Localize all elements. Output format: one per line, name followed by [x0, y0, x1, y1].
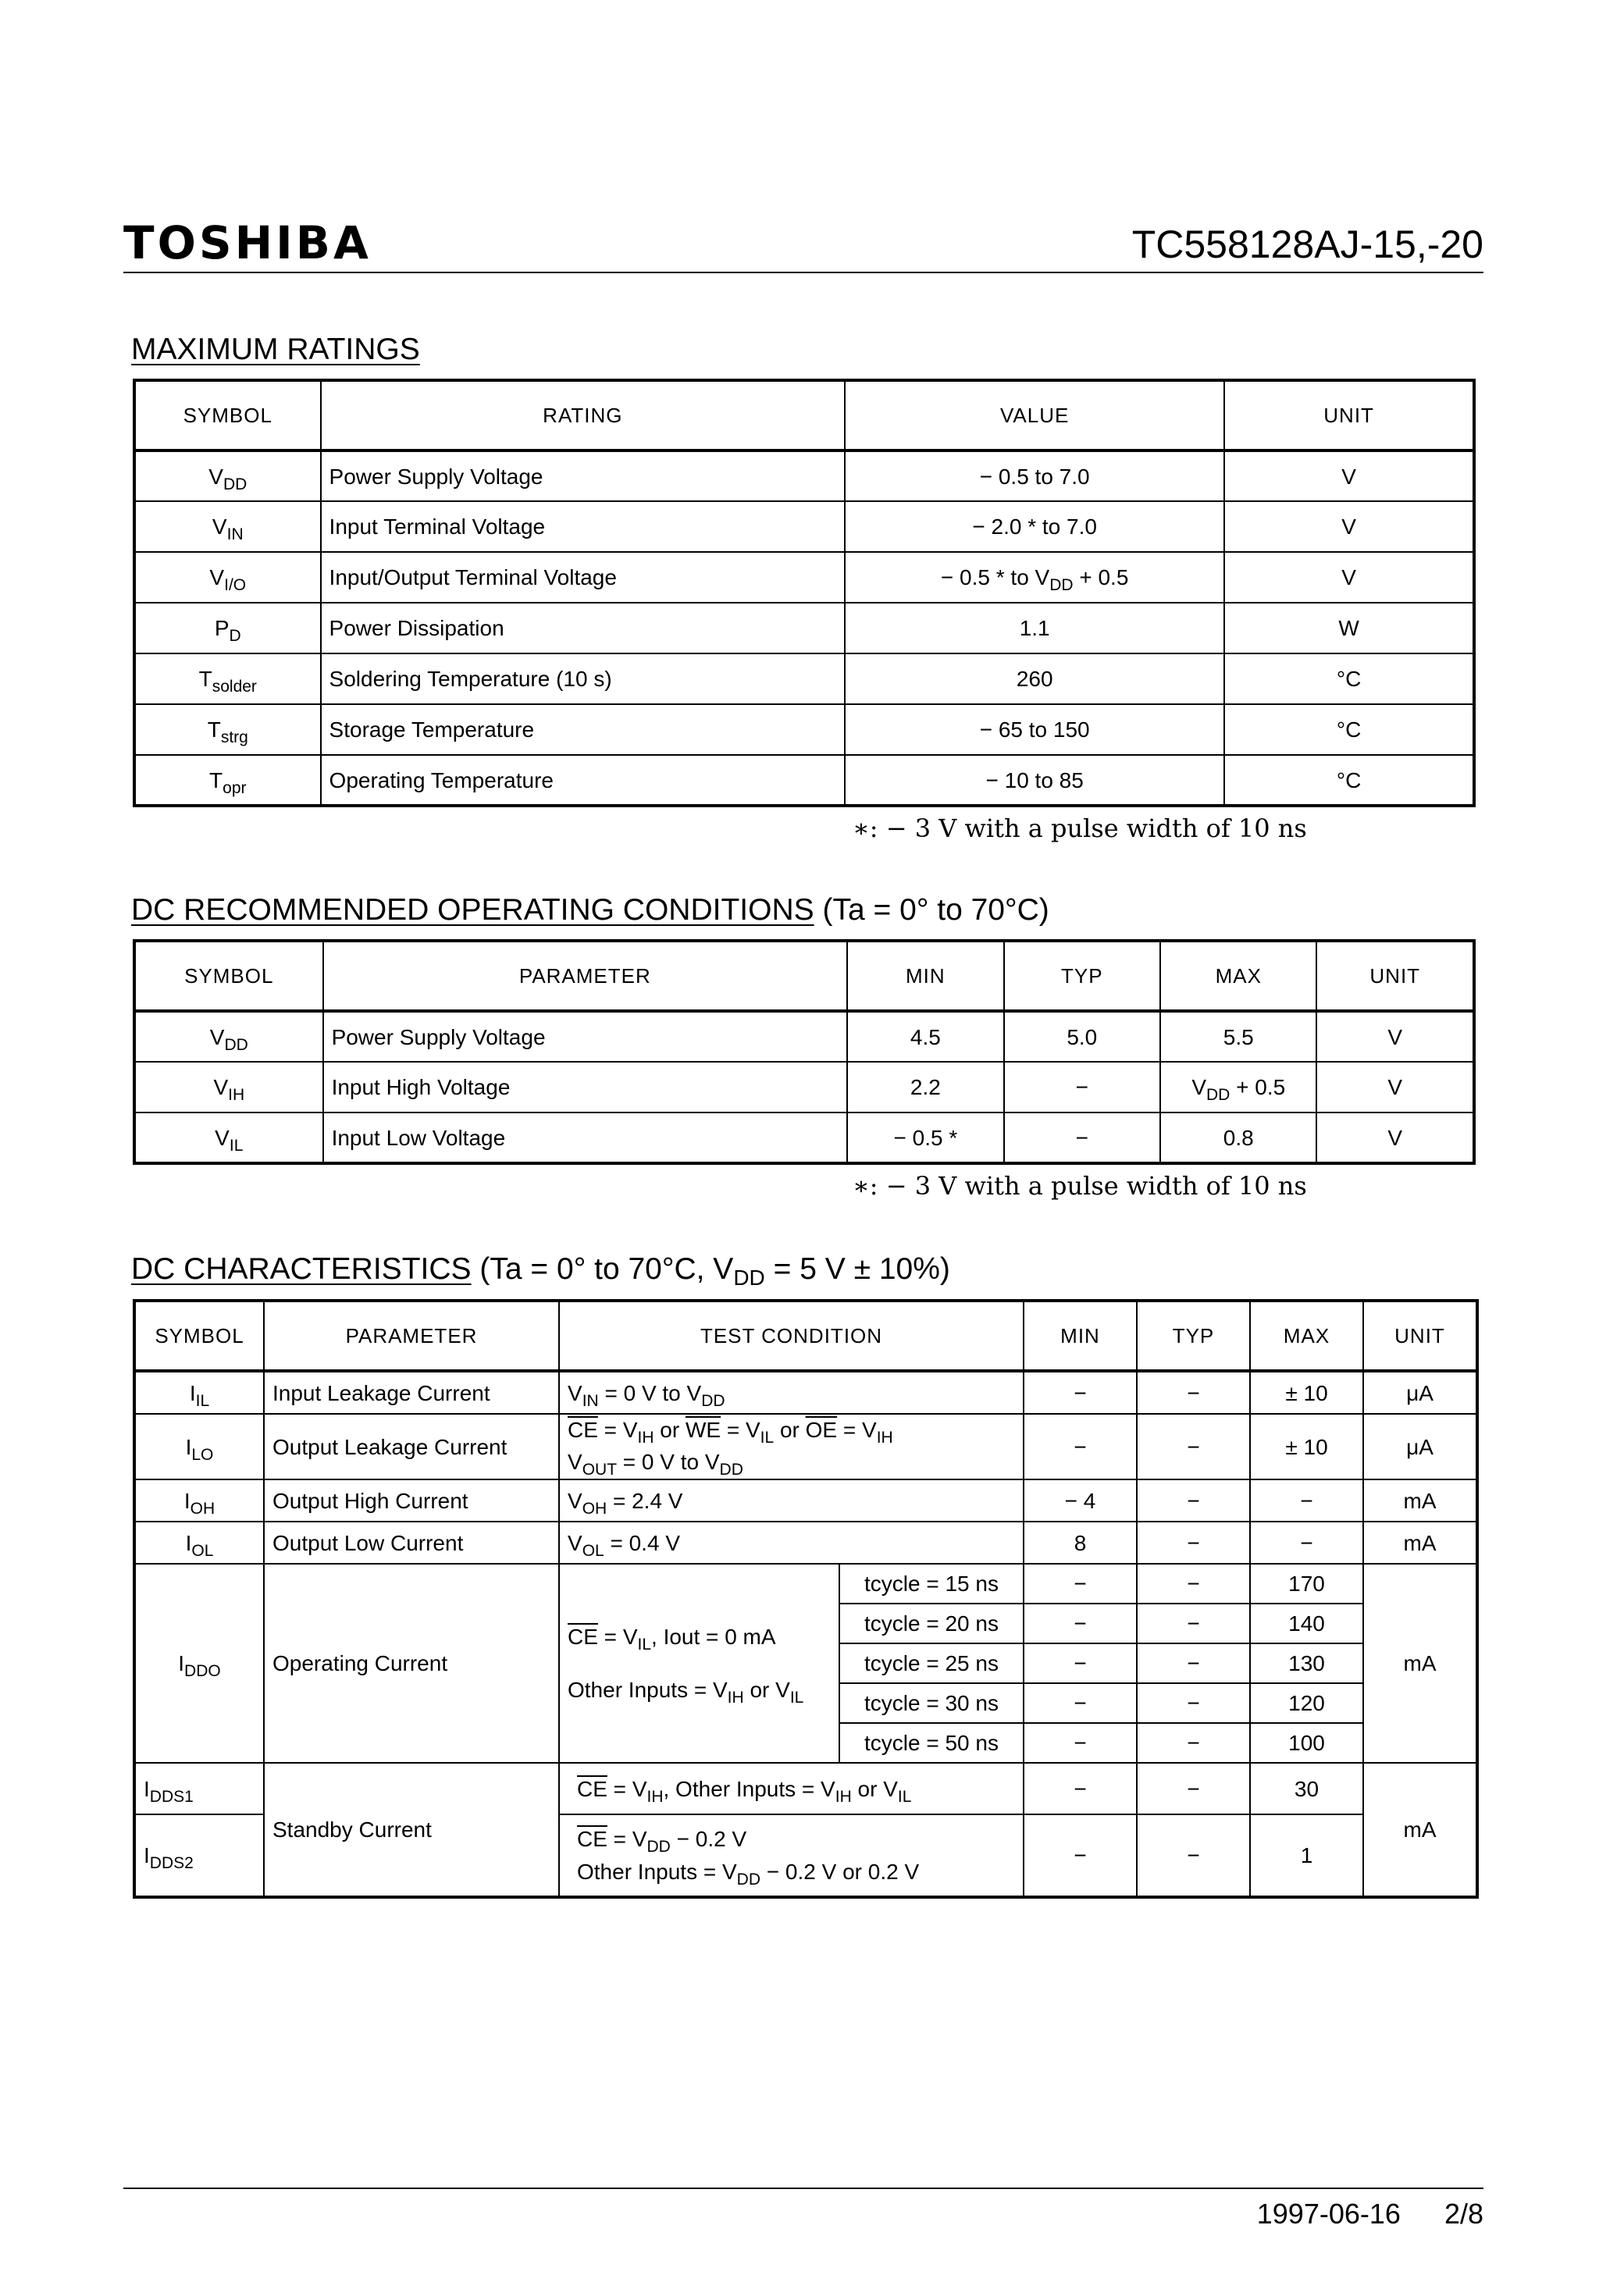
rating-cell: Input/Output Terminal Voltage: [321, 552, 846, 603]
table-header-row: [134, 941, 1474, 1011]
dc-rec-title: DC RECOMMENDED OPERATING CONDITIONS: [131, 893, 814, 927]
max-cell: 120: [1250, 1683, 1363, 1723]
symbol-cell: $V_{IL}$: [134, 1113, 323, 1163]
unit-cell: V: [1316, 1113, 1474, 1163]
col-header: RATING: [321, 380, 846, 450]
parameter-cell: Output High Current: [264, 1479, 559, 1522]
table-header-row: [134, 380, 1474, 450]
cycle-cell: tcycle = 30 ns: [839, 1683, 1024, 1723]
dc-char-title: DC CHARACTERISTICS: [131, 1252, 472, 1286]
condition-cell: $V_{IN} = 0$ V to $V_{DD}$: [559, 1371, 1024, 1414]
symbol-cell: $I_{LO}$: [134, 1414, 264, 1479]
table-row: [134, 450, 1474, 501]
footer: [1257, 2198, 1483, 2230]
table-row: [134, 1414, 1477, 1479]
rating-cell: Operating Temperature: [321, 755, 846, 806]
parameter-cell: Operating Current: [264, 1564, 559, 1763]
rating-cell: Input Terminal Voltage: [321, 501, 846, 552]
max-cell: 0.8: [1160, 1113, 1316, 1163]
rating-cell: Power Supply Voltage: [321, 450, 846, 501]
typ-cell: −: [1137, 1763, 1250, 1814]
typ-cell: −: [1137, 1604, 1250, 1643]
table-row: [134, 1011, 1474, 1062]
col-header: MIN: [847, 941, 1003, 1011]
max-ratings-heading: [131, 334, 420, 365]
max-cell: 170: [1250, 1564, 1363, 1604]
unit-cell: mA: [1363, 1522, 1477, 1564]
min-cell: −: [1024, 1414, 1137, 1479]
table-row: [134, 603, 1474, 653]
min-cell: −: [1024, 1604, 1137, 1643]
table-row: [134, 704, 1474, 755]
table-row: [134, 1522, 1477, 1564]
symbol-cell: $I_{DDS1}$: [134, 1763, 264, 1814]
max-cell: −: [1250, 1522, 1363, 1564]
col-header: MIN: [1024, 1301, 1137, 1371]
min-cell: −: [1024, 1723, 1137, 1763]
dc-char-heading: [131, 1252, 950, 1290]
dc-rec-heading: [131, 895, 1049, 925]
max-cell: 140: [1250, 1604, 1363, 1643]
symbol-cell: $I_{IL}$: [134, 1371, 264, 1414]
unit-cell: mA: [1363, 1479, 1477, 1522]
unit-cell: mA: [1363, 1564, 1477, 1763]
col-header: TYP: [1004, 941, 1160, 1011]
typ-cell: −: [1137, 1414, 1250, 1479]
table-row: [134, 501, 1474, 552]
parameter-cell: Input High Voltage: [323, 1062, 848, 1113]
col-header: TYP: [1137, 1301, 1250, 1371]
rating-cell: Storage Temperature: [321, 704, 846, 755]
col-header: MAX: [1160, 941, 1316, 1011]
parameter-cell: Standby Current: [264, 1763, 559, 1897]
max-cell: −: [1250, 1479, 1363, 1522]
max-cell: 30: [1250, 1763, 1363, 1814]
cycle-cell: tcycle = 15 ns: [839, 1564, 1024, 1604]
toshiba-logo: TOSHIBA: [123, 216, 372, 269]
condition-cell: $V_{OL} = 0.4$ V: [559, 1522, 1024, 1564]
value-cell: − 0.5 * to $V_{DD} + 0.5$: [845, 552, 1224, 603]
rating-cell: Soldering Temperature (10 s): [321, 653, 846, 704]
min-cell: −: [1024, 1564, 1137, 1604]
min-cell: − 0.5 *: [847, 1113, 1003, 1163]
parameter-cell: Output Low Current: [264, 1522, 559, 1564]
dc-rec-condition: (Ta = 0° to 70°C): [822, 893, 1049, 927]
min-cell: 8: [1024, 1522, 1137, 1564]
table-row: [134, 1371, 1477, 1414]
dc-char-condition: (Ta = 0° to 70°C, $V_{DD} = 5$ V ± 10%): [479, 1252, 950, 1290]
unit-cell: °C: [1224, 704, 1474, 755]
max-cell: 5.5: [1160, 1011, 1316, 1062]
value-cell: − 2.0 * to 7.0: [845, 501, 1224, 552]
symbol-cell: $V_{DD}$: [134, 450, 321, 501]
dc-rec-footnote: ∗: − 3 V with a pulse width of 10 ns: [853, 1171, 1307, 1201]
min-cell: − 4: [1024, 1479, 1137, 1522]
symbol-cell: $V_{I/O}$: [134, 552, 321, 603]
typ-cell: −: [1004, 1062, 1160, 1113]
unit-cell: V: [1224, 552, 1474, 603]
col-header: PARAMETER: [323, 941, 848, 1011]
unit-cell: V: [1316, 1062, 1474, 1113]
unit-cell: μA: [1363, 1371, 1477, 1414]
symbol-cell: $I_{DDO}$: [134, 1564, 264, 1763]
footer-date: 1997-06-16: [1256, 2198, 1401, 2230]
value-cell: − 10 to 85: [845, 755, 1224, 806]
symbol-cell: $I_{OH}$: [134, 1479, 264, 1522]
symbol-cell: $V_{DD}$: [134, 1011, 323, 1062]
typ-cell: −: [1004, 1113, 1160, 1163]
typ-cell: −: [1137, 1814, 1250, 1897]
typ-cell: −: [1137, 1643, 1250, 1683]
symbol-cell: $I_{DDS2}$: [134, 1814, 264, 1897]
min-cell: −: [1024, 1814, 1137, 1897]
max-cell: 130: [1250, 1643, 1363, 1683]
typ-cell: −: [1137, 1564, 1250, 1604]
table-row: [134, 1113, 1474, 1163]
unit-cell: μA: [1363, 1414, 1477, 1479]
min-cell: −: [1024, 1371, 1137, 1414]
col-header: MAX: [1250, 1301, 1363, 1371]
parameter-cell: Output Leakage Current: [264, 1414, 559, 1479]
unit-cell: °C: [1224, 755, 1474, 806]
col-header: SYMBOL: [134, 380, 321, 450]
cycle-cell: tcycle = 20 ns: [839, 1604, 1024, 1643]
min-cell: 2.2: [847, 1062, 1003, 1113]
typ-cell: 5.0: [1004, 1011, 1160, 1062]
rating-cell: Power Dissipation: [321, 603, 846, 653]
min-cell: −: [1024, 1643, 1137, 1683]
col-header: SYMBOL: [134, 1301, 264, 1371]
col-header: TEST CONDITION: [559, 1301, 1024, 1371]
dc-rec-table: [133, 939, 1476, 1165]
symbol-cell: $P_D$: [134, 603, 321, 653]
parameter-cell: Input Leakage Current: [264, 1371, 559, 1414]
cycle-cell: tcycle = 50 ns: [839, 1723, 1024, 1763]
symbol-cell: $T_{strg}$: [134, 704, 321, 755]
col-header: UNIT: [1224, 380, 1474, 450]
footer-page: 2/8: [1444, 2198, 1483, 2230]
typ-cell: −: [1137, 1723, 1250, 1763]
typ-cell: −: [1137, 1522, 1250, 1564]
max-ratings-footnote: ∗: − 3 V with a pulse width of 10 ns: [853, 813, 1307, 843]
cycle-cell: tcycle = 25 ns: [839, 1643, 1024, 1683]
typ-cell: −: [1137, 1371, 1250, 1414]
condition-cell: $\overline{CE} = V_{IL}$, Iout = 0 mA Other Inputs = $V_{IH}$ or $V_{IL}$: [559, 1564, 839, 1763]
value-cell: 260: [845, 653, 1224, 704]
dc-char-table: [133, 1299, 1479, 1899]
unit-cell: °C: [1224, 653, 1474, 704]
table-row: [134, 1564, 1477, 1604]
max-cell: ± 10: [1250, 1414, 1363, 1479]
col-header: UNIT: [1316, 941, 1474, 1011]
table-row: [134, 1062, 1474, 1113]
symbol-cell: $I_{OL}$: [134, 1522, 264, 1564]
table-row: [134, 1763, 1477, 1814]
col-header: UNIT: [1363, 1301, 1477, 1371]
unit-cell: V: [1224, 501, 1474, 552]
part-number: TC558128AJ-15,-20: [1131, 223, 1483, 266]
unit-cell: mA: [1363, 1763, 1477, 1897]
condition-cell: $\overline{CE} = V_{DD} - 0.2$ V Other Inputs = $V_{DD} - 0.2$ V or 0.2 V: [559, 1814, 1024, 1897]
table-row: [134, 552, 1474, 603]
footer-rule: [123, 2188, 1483, 2189]
typ-cell: −: [1137, 1479, 1250, 1522]
value-cell: − 0.5 to 7.0: [845, 450, 1224, 501]
table-header-row: [134, 1301, 1477, 1371]
condition-cell: $V_{OH} = 2.4$ V: [559, 1479, 1024, 1522]
max-cell: 1: [1250, 1814, 1363, 1897]
min-cell: 4.5: [847, 1011, 1003, 1062]
table-row: [134, 1479, 1477, 1522]
condition-cell: $\overline{CE} = V_{IH}$, Other Inputs = $V_{IH}$ or $V_{IL}$: [559, 1763, 1024, 1814]
max-ratings-title: MAXIMUM RATINGS: [131, 333, 420, 366]
value-cell: 1.1: [845, 603, 1224, 653]
parameter-cell: Input Low Voltage: [323, 1113, 848, 1163]
unit-cell: V: [1224, 450, 1474, 501]
table-row: [134, 653, 1474, 704]
symbol-cell: $V_{IN}$: [134, 501, 321, 552]
max-cell: 100: [1250, 1723, 1363, 1763]
max-ratings-table: [133, 379, 1476, 807]
col-header: PARAMETER: [264, 1301, 559, 1371]
parameter-cell: Power Supply Voltage: [323, 1011, 848, 1062]
unit-cell: W: [1224, 603, 1474, 653]
symbol-cell: $V_{IH}$: [134, 1062, 323, 1113]
col-header: VALUE: [845, 380, 1224, 450]
symbol-cell: $T_{opr}$: [134, 755, 321, 806]
table-row: [134, 755, 1474, 806]
typ-cell: −: [1137, 1683, 1250, 1723]
symbol-cell: $T_{solder}$: [134, 653, 321, 704]
min-cell: −: [1024, 1683, 1137, 1723]
header-rule: [123, 272, 1483, 273]
col-header: SYMBOL: [134, 941, 323, 1011]
unit-cell: V: [1316, 1011, 1474, 1062]
value-cell: − 65 to 150: [845, 704, 1224, 755]
condition-cell: $\overline{CE} = V_{IH}$ or $\overline{WE} = V_{IL}$ or $\overline{OE} = V_{IH}$ $V_{OUT} = 0$ V to $V_{DD}$: [559, 1414, 1024, 1479]
max-cell: $V_{DD} + 0.5$: [1160, 1062, 1316, 1113]
min-cell: −: [1024, 1763, 1137, 1814]
max-cell: ± 10: [1250, 1371, 1363, 1414]
